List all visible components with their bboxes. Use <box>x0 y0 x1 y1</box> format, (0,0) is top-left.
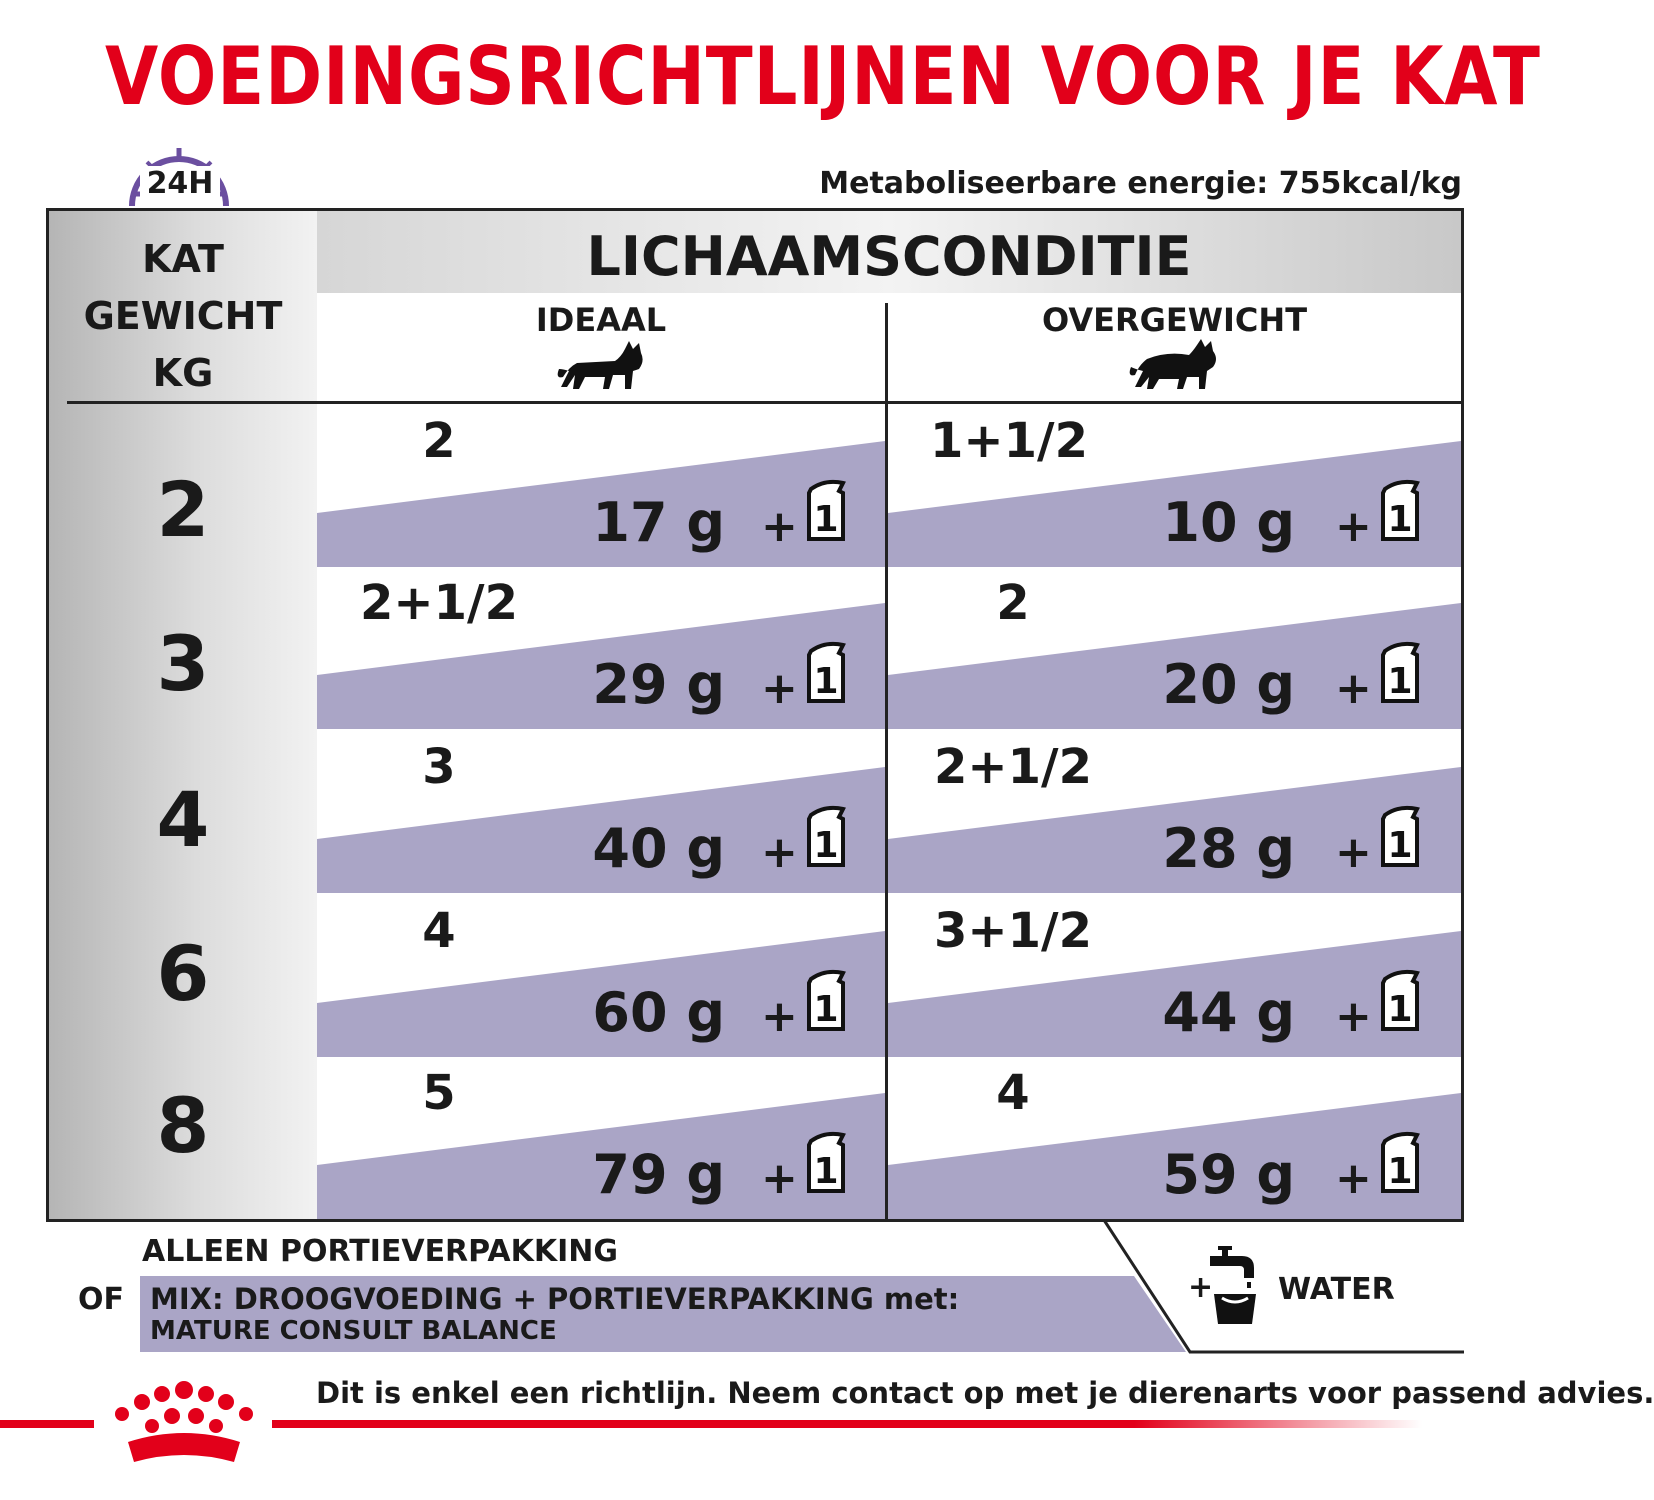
overweight-header: OVERGEWICHT <box>1041 301 1308 339</box>
plus-sign: + <box>761 501 798 552</box>
dry-food-bag-icon <box>805 969 847 1031</box>
footer-red-line-left <box>0 1420 94 1428</box>
kat-line: KAT <box>142 237 224 281</box>
plus-sign: + <box>761 991 798 1042</box>
water-plus: + <box>1188 1270 1214 1305</box>
ideal-dry: 29 g <box>592 653 725 716</box>
dry-food-bag-icon <box>1379 1131 1421 1193</box>
page-title: VOEDINGSRICHTLIJNEN VOOR JE KAT <box>105 30 1541 123</box>
only-pouch-label: ALLEEN PORTIEVERPAKKING <box>142 1234 619 1269</box>
plus-sign: + <box>1335 501 1372 552</box>
kg-line: KG <box>152 351 214 395</box>
plus-sign: + <box>761 1153 798 1204</box>
svg-text:1: 1 <box>813 1151 839 1192</box>
dry-food-bag-icon <box>1379 805 1421 867</box>
ideal-pouch: 2+1/2 <box>360 575 518 631</box>
overweight-pouch: 4 <box>996 1065 1030 1121</box>
footer-disclaimer: Dit is enkel een richtlijn. Neem contact op met je dierenarts voor passend advies. <box>316 1376 1654 1410</box>
svg-text:1: 1 <box>1387 499 1413 540</box>
weight-value: 4 <box>156 775 210 864</box>
water-label: WATER <box>1278 1272 1395 1307</box>
overweight-dry: 20 g <box>1162 653 1295 716</box>
dry-food-bag-icon <box>805 641 847 703</box>
water-tap-icon <box>1208 1244 1262 1326</box>
weight-value: 6 <box>156 929 210 1018</box>
mix-line-1: MIX: DROOGVOEDING + PORTIEVERPAKKING met: <box>150 1282 960 1316</box>
ideal-pouch: 5 <box>422 1065 456 1121</box>
overweight-pouch: 2+1/2 <box>934 739 1092 795</box>
ideal-pouch: 2 <box>422 413 456 469</box>
energy-label: Metaboliseerbare energie: 755kcal/kg <box>819 166 1462 201</box>
dry-food-bag-icon <box>1379 479 1421 541</box>
overweight-dry: 59 g <box>1162 1143 1295 1206</box>
svg-text:1: 1 <box>1387 989 1413 1030</box>
mix-line-2: MATURE CONSULT BALANCE <box>150 1316 557 1346</box>
dry-food-bag-icon <box>805 1131 847 1193</box>
overweight-dry: 44 g <box>1162 981 1295 1044</box>
ideal-header: IDEAAL <box>535 301 667 339</box>
svg-text:1: 1 <box>1387 825 1413 866</box>
ideal-dry: 17 g <box>592 491 725 554</box>
plus-sign: + <box>1335 827 1372 878</box>
ideal-pouch: 3 <box>422 739 456 795</box>
plus-sign: + <box>1335 663 1372 714</box>
feeding-table <box>46 208 1464 1222</box>
svg-text:1: 1 <box>1387 1151 1413 1192</box>
plus-sign: + <box>761 827 798 878</box>
overweight-pouch: 2 <box>996 575 1030 631</box>
svg-text:1: 1 <box>1387 661 1413 702</box>
svg-text:1: 1 <box>813 499 839 540</box>
overweight-dry: 28 g <box>1162 817 1295 880</box>
ideal-dry: 79 g <box>592 1143 725 1206</box>
overweight-pouch: 3+1/2 <box>934 903 1092 959</box>
overweight-pouch: 1+1/2 <box>930 413 1088 469</box>
plus-sign: + <box>1335 991 1372 1042</box>
svg-text:1: 1 <box>813 989 839 1030</box>
plus-sign: + <box>1335 1153 1372 1204</box>
clock-label: 24H <box>140 166 220 201</box>
weight-value: 3 <box>156 619 210 708</box>
condition-header: LICHAAMSCONDITIE <box>586 225 1192 288</box>
or-label: OF <box>78 1282 124 1317</box>
dry-food-bag-icon <box>1379 641 1421 703</box>
dry-food-bag-icon <box>805 479 847 541</box>
dry-food-bag-icon <box>805 805 847 867</box>
footer-red-line-right <box>272 1420 1422 1428</box>
svg-text:1: 1 <box>813 825 839 866</box>
gewicht-line: GEWICHT <box>83 294 283 338</box>
ideal-pouch: 4 <box>422 903 456 959</box>
svg-text:1: 1 <box>813 661 839 702</box>
dry-food-bag-icon <box>1379 969 1421 1031</box>
weight-value: 8 <box>156 1081 210 1170</box>
royal-canin-crown-logo <box>104 1380 264 1470</box>
overweight-dry: 10 g <box>1162 491 1295 554</box>
ideal-dry: 60 g <box>592 981 725 1044</box>
plus-sign: + <box>761 663 798 714</box>
ideal-dry: 40 g <box>592 817 725 880</box>
weight-value: 2 <box>156 465 210 554</box>
